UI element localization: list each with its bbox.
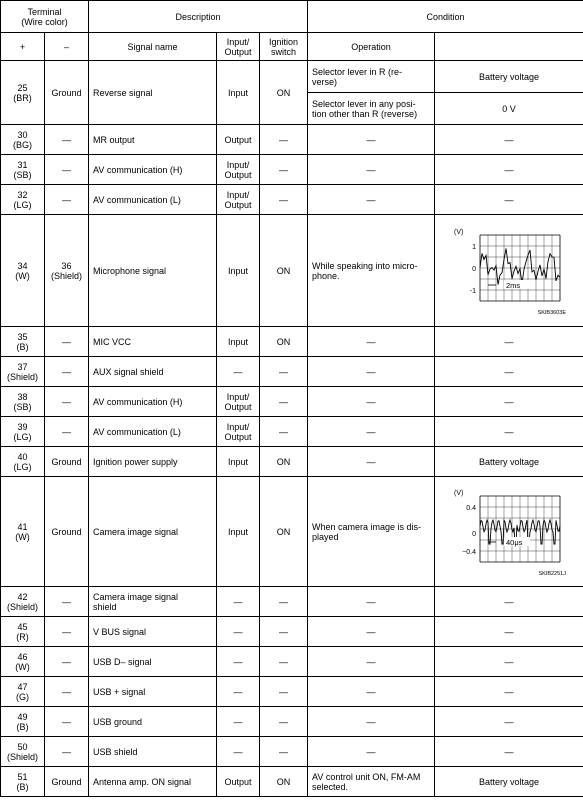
terminal-minus: Ground <box>45 477 89 587</box>
operation: — <box>308 125 435 155</box>
signal-name: Camera image signal shield <box>89 587 217 617</box>
waveform-diagram <box>448 225 570 317</box>
table-row <box>1 677 583 707</box>
table-row <box>1 587 583 617</box>
reference-value: — <box>435 185 583 215</box>
condition-header: Condition <box>308 1 583 33</box>
waveform-code-label: SKIB3603E <box>537 309 567 316</box>
terminal-plus: 41 (W) <box>1 477 45 587</box>
signal-name: Ignition power supply <box>89 447 217 477</box>
waveform-tick-label: -1 <box>469 287 477 295</box>
table-row <box>1 477 583 587</box>
ignition-switch: — <box>260 125 308 155</box>
terminal-minus: Ground <box>45 61 89 125</box>
signal-name: MIC VCC <box>89 327 217 357</box>
input-output: Output <box>217 767 260 797</box>
signal-name: MR output <box>89 125 217 155</box>
terminal-plus: 32 (LG) <box>1 185 45 215</box>
terminal-plus: 31 (SB) <box>1 155 45 185</box>
waveform-unit-label: (V) <box>454 228 464 236</box>
table-row <box>1 125 583 155</box>
ignition-switch: — <box>260 617 308 647</box>
input-output: Input <box>217 327 260 357</box>
input-output: Output <box>217 125 260 155</box>
terminal-plus: 42 (Shield) <box>1 587 45 617</box>
signal-name-header: Signal name <box>89 33 217 61</box>
signal-name: Reverse signal <box>89 61 217 125</box>
ignition-switch: ON <box>260 61 308 125</box>
reference-value: — <box>435 357 583 387</box>
operation: — <box>308 617 435 647</box>
operation: — <box>308 737 435 767</box>
input-output: — <box>217 617 260 647</box>
reference-value: 0 V <box>435 93 583 125</box>
reference-value: — <box>435 647 583 677</box>
signal-name: AV communication (H) <box>89 387 217 417</box>
signal-name: V BUS signal <box>89 617 217 647</box>
waveform-tick-label: 0 <box>472 530 477 538</box>
terminal-minus: — <box>45 647 89 677</box>
terminal-minus: — <box>45 155 89 185</box>
operation: Selector lever in R (re- verse) <box>308 61 435 93</box>
operation: Selector lever in any posi- tion other than R (reverse) <box>308 93 435 125</box>
terminal-plus: 46 (W) <box>1 647 45 677</box>
terminal-plus: 47 (G) <box>1 677 45 707</box>
reference-value: Battery voltage <box>435 767 583 797</box>
operation: AV control unit ON, FM-AM selected. <box>308 767 435 797</box>
terminal-minus: — <box>45 125 89 155</box>
input-output: Input/ Output <box>217 185 260 215</box>
reference-value: — <box>435 617 583 647</box>
waveform-code-label: SKIB2251J <box>538 570 567 577</box>
ignition-switch: — <box>260 647 308 677</box>
terminal-minus: Ground <box>45 767 89 797</box>
plus-header: + <box>1 33 45 61</box>
signal-name: Antenna amp. ON signal <box>89 767 217 797</box>
table-row <box>1 417 583 447</box>
reference-value: — <box>435 677 583 707</box>
ignition-switch: — <box>260 155 308 185</box>
ignition-switch: — <box>260 357 308 387</box>
operation: — <box>308 155 435 185</box>
signal-name: USB shield <box>89 737 217 767</box>
operation: — <box>308 587 435 617</box>
ignition-switch: — <box>260 677 308 707</box>
waveform-tick-label: −0.4 <box>462 548 477 556</box>
input-output: — <box>217 357 260 387</box>
operation: — <box>308 707 435 737</box>
description-header: Description <box>89 1 308 33</box>
table-row <box>1 767 583 797</box>
terminal-minus: — <box>45 677 89 707</box>
terminal-plus: 50 (Shield) <box>1 737 45 767</box>
ignition-switch: — <box>260 185 308 215</box>
terminal-minus: — <box>45 357 89 387</box>
operation: — <box>308 357 435 387</box>
terminal-minus: — <box>45 587 89 617</box>
terminal-plus: 35 (B) <box>1 327 45 357</box>
waveform-tick-label: 0.4 <box>466 504 477 512</box>
terminal-plus: 34 (W) <box>1 215 45 327</box>
operation: — <box>308 417 435 447</box>
input-output: — <box>217 587 260 617</box>
terminal-minus: — <box>45 387 89 417</box>
terminal-minus: Ground <box>45 447 89 477</box>
ignition-switch: ON <box>260 215 308 327</box>
terminal-plus: 51 (B) <box>1 767 45 797</box>
table-row <box>1 327 583 357</box>
reference-value: Battery voltage <box>435 447 583 477</box>
input-output: Input <box>217 477 260 587</box>
signal-name: Camera image signal <box>89 477 217 587</box>
table-row <box>1 447 583 477</box>
terminal-header: Terminal (Wire color) <box>1 1 89 33</box>
terminal-minus: — <box>45 617 89 647</box>
terminal-minus: — <box>45 185 89 215</box>
table-row <box>1 215 583 327</box>
terminal-plus: 40 (LG) <box>1 447 45 477</box>
operation: — <box>308 327 435 357</box>
waveform-tick-label: 1 <box>472 243 477 251</box>
table-row <box>1 737 583 767</box>
ignition-switch: ON <box>260 477 308 587</box>
input-output: Input <box>217 447 260 477</box>
signal-name: USB D– signal <box>89 647 217 677</box>
signal-name: AV communication (L) <box>89 185 217 215</box>
minus-header: – <box>45 33 89 61</box>
input-output: — <box>217 647 260 677</box>
ignition-switch: — <box>260 707 308 737</box>
terminal-plus: 30 (BG) <box>1 125 45 155</box>
reference-waveform <box>435 477 583 587</box>
ignition-switch-header: Ignition switch <box>260 33 308 61</box>
table-row <box>1 61 583 93</box>
ignition-switch: — <box>260 587 308 617</box>
terminal-minus: 36 (Shield) <box>45 215 89 327</box>
waveform-unit-label: (V) <box>454 489 464 497</box>
operation: When camera image is dis- played <box>308 477 435 587</box>
operation: — <box>308 647 435 677</box>
table-row <box>1 647 583 677</box>
operation: — <box>308 677 435 707</box>
operation-header: Operation <box>308 33 435 61</box>
terminal-plus: 49 (B) <box>1 707 45 737</box>
input-output: — <box>217 707 260 737</box>
input-output: Input/ Output <box>217 417 260 447</box>
signal-name: AUX signal shield <box>89 357 217 387</box>
ignition-switch: — <box>260 387 308 417</box>
reference-value: — <box>435 417 583 447</box>
signal-name: AV communication (H) <box>89 155 217 185</box>
waveform-scale-label: 2ms <box>506 280 521 290</box>
table-row <box>1 707 583 737</box>
terminal-minus: — <box>45 707 89 737</box>
terminal-minus: — <box>45 327 89 357</box>
reference-value: — <box>435 387 583 417</box>
operation: While speaking into micro- phone. <box>308 215 435 327</box>
input-output-header: Input/ Output <box>217 33 260 61</box>
reference-value: Battery voltage <box>435 61 583 93</box>
terminal-minus: — <box>45 737 89 767</box>
reference-waveform <box>435 215 583 327</box>
terminal-plus: 25 (BR) <box>1 61 45 125</box>
reference-value: — <box>435 155 583 185</box>
reference-value: — <box>435 125 583 155</box>
input-output: Input <box>217 61 260 125</box>
table-body <box>1 61 583 797</box>
signal-name: USB ground <box>89 707 217 737</box>
reference-value: — <box>435 327 583 357</box>
waveform-diagram <box>448 486 570 578</box>
operation: — <box>308 185 435 215</box>
signal-name: USB + signal <box>89 677 217 707</box>
terminal-plus: 45 (R) <box>1 617 45 647</box>
table-row <box>1 155 583 185</box>
input-output: Input/ Output <box>217 155 260 185</box>
reference-value: — <box>435 707 583 737</box>
signal-name: Microphone signal <box>89 215 217 327</box>
input-output: — <box>217 737 260 767</box>
table-row <box>1 357 583 387</box>
input-output: — <box>217 677 260 707</box>
table-row <box>1 617 583 647</box>
input-output: Input/ Output <box>217 387 260 417</box>
signal-name: AV communication (L) <box>89 417 217 447</box>
waveform-scale-label: 40μs <box>506 537 523 547</box>
reference-value: — <box>435 587 583 617</box>
input-output: Input <box>217 215 260 327</box>
terminal-plus: 38 (SB) <box>1 387 45 417</box>
waveform-tick-label: 0 <box>472 265 477 273</box>
operation: — <box>308 387 435 417</box>
ignition-switch: — <box>260 737 308 767</box>
table-row <box>1 185 583 215</box>
ignition-switch: ON <box>260 767 308 797</box>
operation: — <box>308 447 435 477</box>
ignition-switch: — <box>260 417 308 447</box>
table-row <box>1 387 583 417</box>
ignition-switch: ON <box>260 447 308 477</box>
ignition-switch: ON <box>260 327 308 357</box>
reference-value: — <box>435 737 583 767</box>
terminal-minus: — <box>45 417 89 447</box>
terminal-plus: 37 (Shield) <box>1 357 45 387</box>
terminal-plus: 39 (LG) <box>1 417 45 447</box>
